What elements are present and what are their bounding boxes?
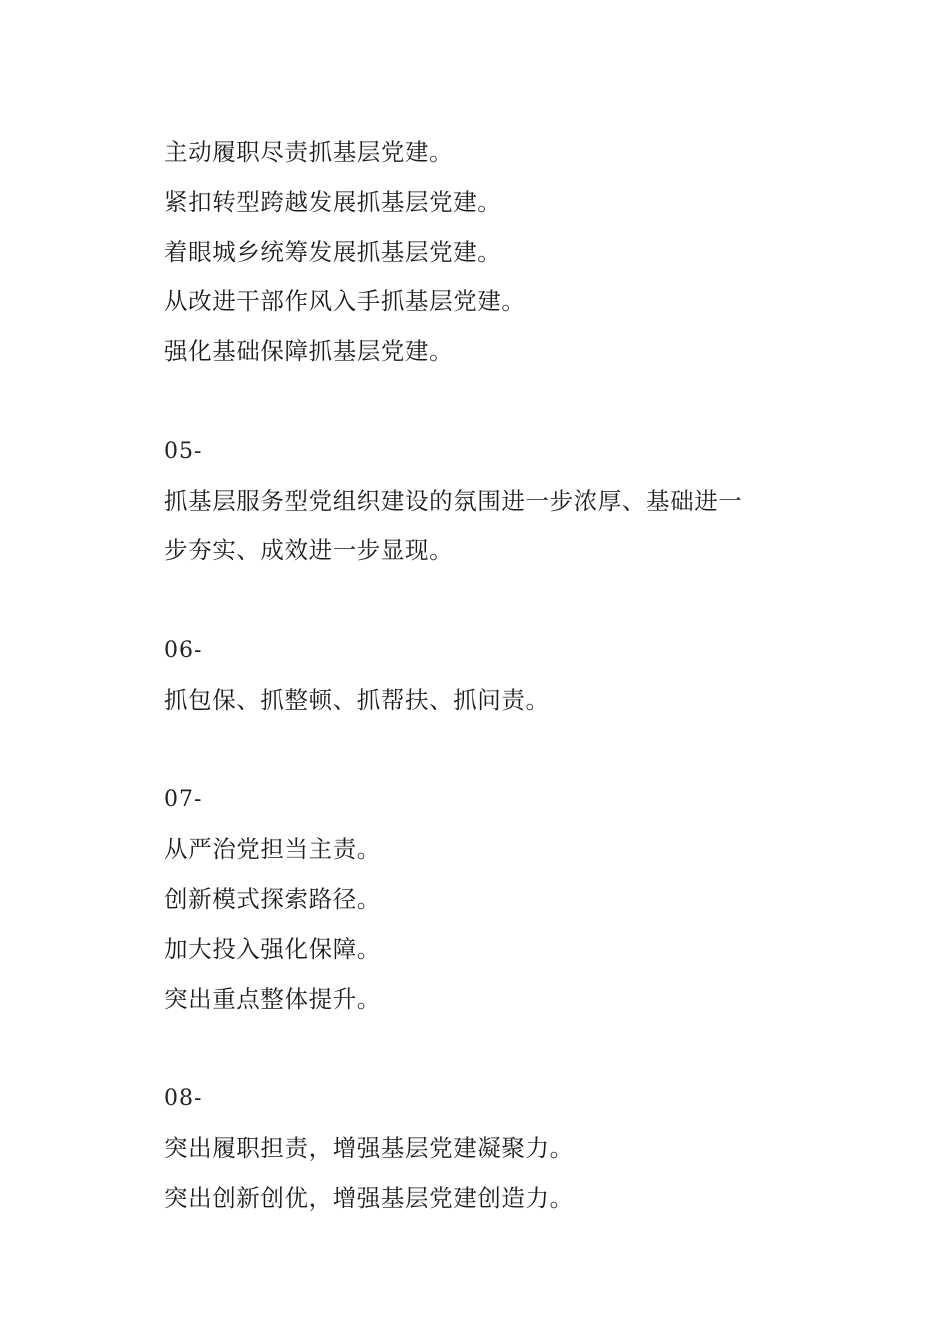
section-number: 05- — [164, 438, 203, 464]
body-line: 突出创新创优，增强基层党建创造力。 — [164, 1183, 574, 1212]
section-number: 07- — [164, 787, 203, 813]
body-line: 加大投入强化保障。 — [164, 934, 381, 963]
document-body — [164, 128, 804, 1224]
section-number: 06- — [164, 637, 203, 663]
body-line: 紧扣转型跨越发展抓基层党建。 — [164, 187, 502, 216]
section-06 — [164, 626, 804, 726]
body-line: 从改进干部作风入手抓基层党建。 — [164, 287, 526, 316]
body-line: 强化基础保障抓基层党建。 — [164, 337, 454, 366]
blank-line — [164, 576, 804, 626]
body-line: 突出履职担责，增强基层党建凝聚力。 — [164, 1133, 574, 1162]
body-line: 从严治党担当主责。 — [164, 835, 381, 864]
body-line: 抓基层服务型党组织建设的氛围进一步浓厚、基础进一 — [164, 486, 743, 515]
body-line: 突出重点整体提升。 — [164, 984, 381, 1013]
section-05 — [164, 427, 804, 576]
section-number: 08- — [164, 1086, 203, 1112]
body-line: 创新模式探索路径。 — [164, 884, 381, 913]
body-line: 抓包保、抓整顿、抓帮扶、抓问责。 — [164, 685, 550, 714]
body-line: 步夯实、成效进一步显现。 — [164, 536, 454, 565]
section-07 — [164, 775, 804, 1024]
body-line: 着眼城乡统筹发展抓基层党建。 — [164, 237, 502, 266]
blank-line — [164, 377, 804, 427]
intro-block — [164, 128, 804, 377]
section-08 — [164, 1074, 804, 1223]
body-line: 主动履职尽责抓基层党建。 — [164, 138, 454, 166]
blank-line — [164, 1024, 804, 1074]
blank-line — [164, 726, 804, 776]
